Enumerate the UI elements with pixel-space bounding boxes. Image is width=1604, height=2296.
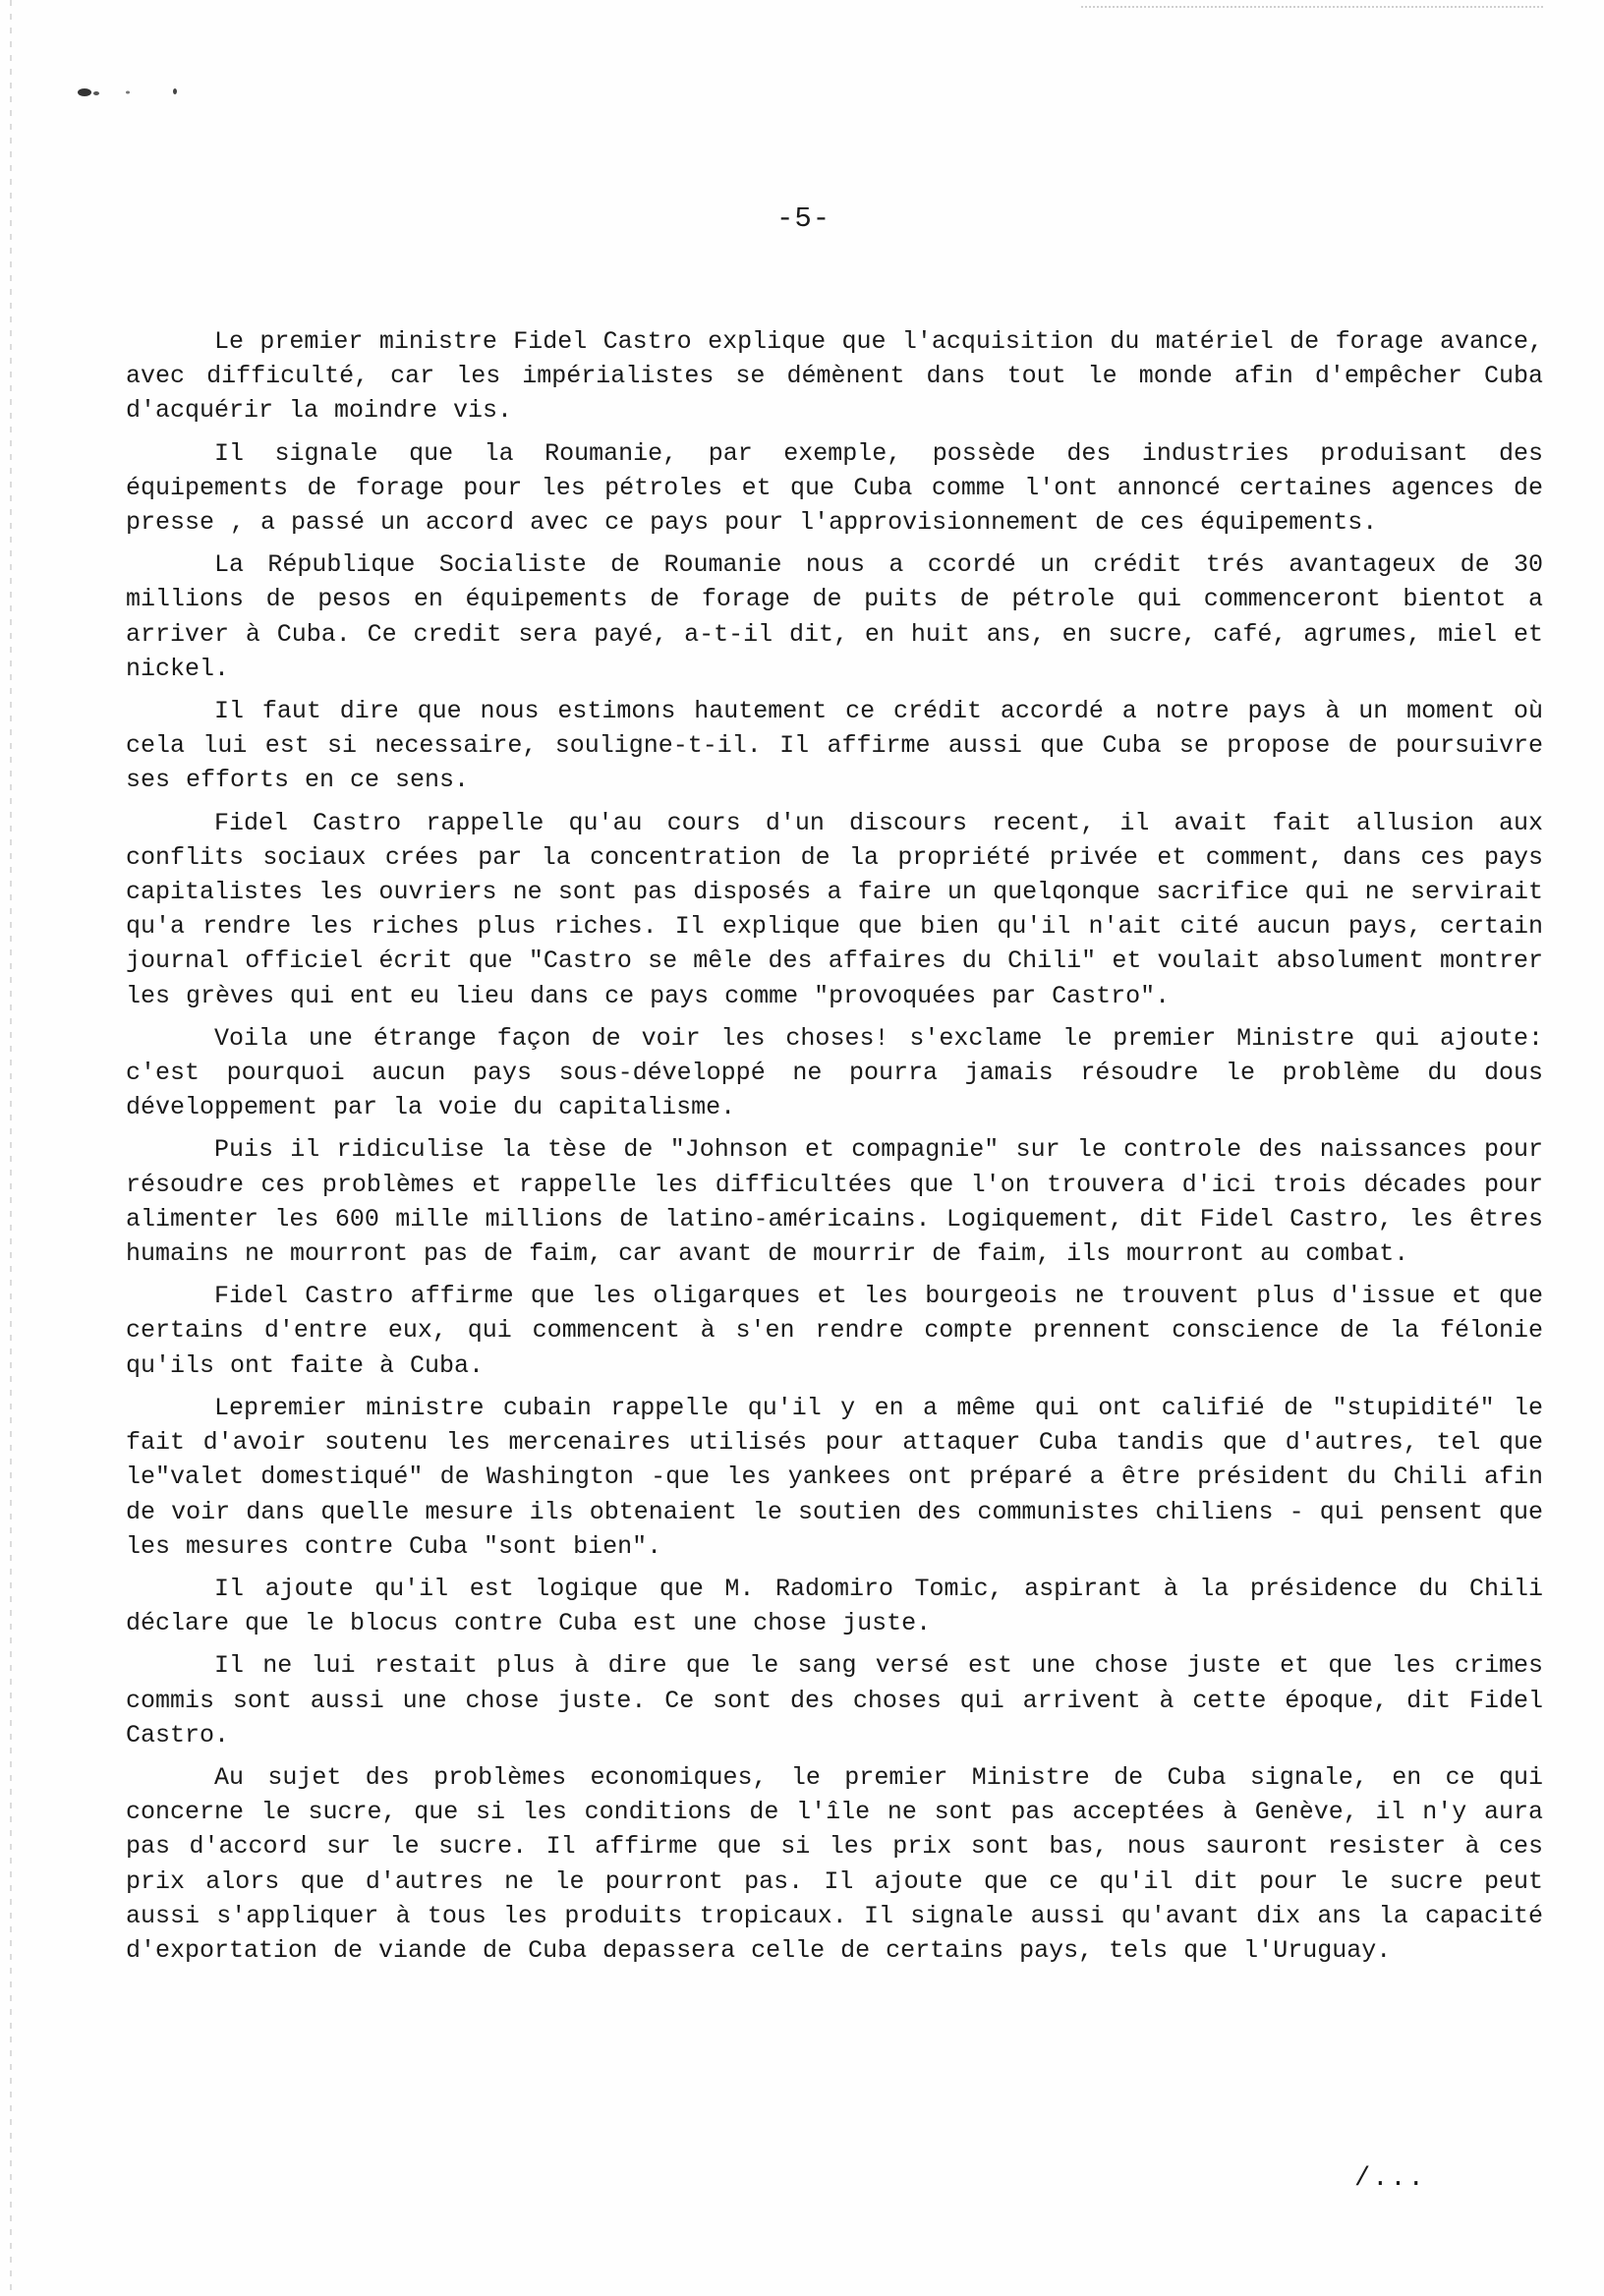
paragraph-controle-naissances: Puis il ridiculise la tèse de "Johnson et compagnie" sur le controle des naissances pour résoudre ces problèmes et rappelle les difficultées que l'on trouvera d'ici trois décades pour alimenter les 600 mille millions de latino-américains. Logiquement, dit Fidel Castro, les êtres humains ne mourront pas de faim, car avant de mourrir de faim, ils mourront au combat. <box>126 1135 1543 1269</box>
document-body <box>126 324 1543 1976</box>
paragraph-problemes-economiques: Au sujet des problèmes economiques, le premier Ministre de Cuba signale, en ce qui concerne le sucre, que si les conditions de l'île ne sont pas acceptées à Genève, il n'y aura pas d'accord sur le sucre. Il affirme que si les prix sont bas, nous sauront resister à ces prix alors que d'autres ne le pourront pas. Il ajoute que ce qu'il dit pour le sucre peut aussi s'appliquer à tous les produits tropicaux. Il signale aussi qu'avant dix ans la capacité d'exportation de viande de Cuba depassera celle de certains pays, tels que l'Uruguay. <box>126 1762 1543 1965</box>
paragraph-etrange-facon: Voila une étrange façon de voir les choses! s'exclame le premier Ministre qui ajoute: c'est pourquoi aucun pays sous-développé ne pourra jamais résoudre le problème du dous développement par la voie du capitalisme. <box>126 1023 1543 1122</box>
paragraph-radomiro-tomic: Il ajoute qu'il est logique que M. Radomiro Tomic, aspirant à la présidence du Chili déclare que le blocus contre Cuba est une chose juste. <box>126 1574 1543 1638</box>
paragraph-sang-verse: Il ne lui restait plus à dire que le sang versé est une chose juste et que les crimes commis sont aussi une chose juste. Ce sont des choses qui arrivent à cette époque, dit Fidel Castro. <box>126 1651 1543 1750</box>
scan-artifact-top-line <box>1081 6 1543 8</box>
paragraph-forage-acquisition: Le premier ministre Fidel Castro explique que l'acquisition du matériel de forage avance, avec difficulté, car les impérialistes se démènent dans tout le monde afin d'empêcher Cuba d'acquérir la moindre vis. <box>126 327 1543 426</box>
paragraph-oligarques: Fidel Castro affirme que les oligarques et les bourgeois ne trouvent plus d'issue et que certains d'entre eux, qui commencent à s'en rendre compte prennent conscience de la félonie qu'ils ont faite à Cuba. <box>126 1282 1543 1380</box>
scan-artifact-left-edge <box>10 0 12 2296</box>
paragraph-credit-estime: Il faut dire que nous estimons hautement ce crédit accordé a notre pays à un moment où cela lui est si necessaire, souligne-t-il. Il affirme aussi que Cuba se propose de poursuivre ses efforts en ce sens. <box>126 697 1543 795</box>
paragraph-credit-roumanie: La République Socialiste de Roumanie nous a ccordé un crédit trés avantageux de 30 millions de pesos en équipements de forage de puits de pétrole qui commenceront bientot a arriver à Cuba. Ce credit sera payé, a-t-il dit, en huit ans, en sucre, café, agrumes, miel et nickel. <box>126 550 1543 683</box>
continuation-mark: /... <box>1354 2164 1426 2194</box>
paragraph-stupidite: Lepremier ministre cubain rappelle qu'il y en a même qui ont califié de "stupidité" le fait d'avoir soutenu les mercenaires utilisés pour attaquer Cuba tandis que d'autres, tel que le"valet domestiqué" de Washington -que les yankees ont préparé a être président du Chili afin de voir dans quelle mesure ils obtenaient le soutien des communistes chiliens - qui pensent que les mesures contre Cuba "sont bien". <box>126 1393 1543 1561</box>
paragraph-conflits-sociaux: Fidel Castro rappelle qu'au cours d'un discours recent, il avait fait allusion aux conflits sociaux crées par la concentration de la propriété privée et comment, dans ces pays capitalistes les ouvriers ne sont pas disposés a faire un quelqonque sacrifice qui ne servirait qu'a rendre les riches plus riches. Il explique que bien qu'il n'ait cité aucun pays, certain journal officiel écrit que "Castro se mêle des affaires du Chili" et voulait absolument montrer les grèves qui ent eu lieu dans ce pays comme "provoquées par Castro". <box>126 808 1543 1010</box>
ink-smudge <box>71 83 189 102</box>
paragraph-roumanie-equipements: Il signale que la Roumanie, par exemple, possède des industries produisant des équipements de forage pour les pétroles et que Cuba comme l'ont annoncé certaines agences de presse , a passé un accord avec ce pays pour l'approvisionnement de ces équipements. <box>126 438 1543 538</box>
page-number: -5- <box>776 202 831 235</box>
